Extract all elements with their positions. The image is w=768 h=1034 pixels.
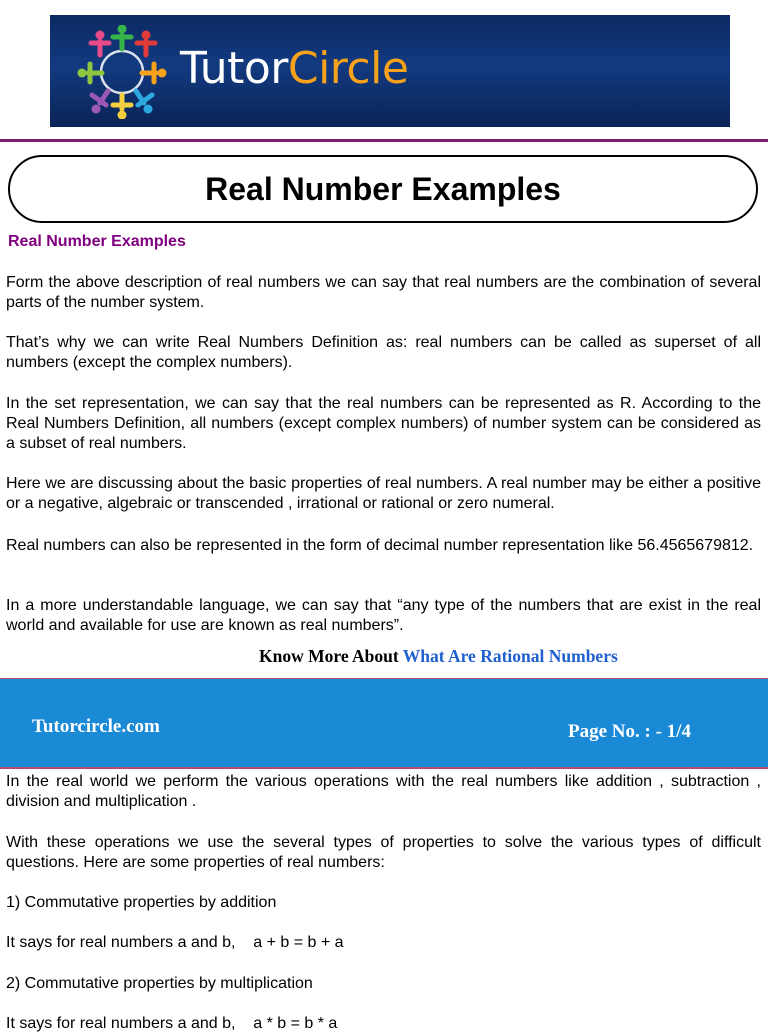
footer-site-link[interactable]: Tutorcircle.com (32, 716, 160, 737)
list-item: It says for real numbers a and b, a + b = b + a (6, 934, 344, 951)
list-item: 1) Commutative properties by addition (6, 894, 277, 911)
paragraph: Here we are discussing about the basic properties of real numbers. A real number may be either a positive or a negative, algebraic or transcended , irrational or rational or zero numeral. (6, 475, 761, 512)
header-banner (50, 15, 730, 127)
page-title: Real Number Examples (205, 170, 561, 207)
paragraph: With these operations we use the several types of properties to solve the various types of difficult questions. Here are some properties of real numbers: (6, 834, 761, 871)
list-item: It says for real numbers a and b, a * b = b * a (6, 1015, 338, 1032)
footer-page-number: Page No. : - 1/4 (568, 721, 691, 742)
paragraph: In the set representation, we can say that the real numbers can be represented as R. According to the Real Numbers Definition, all numbers (except complex numbers) of number system can be considered as a subset of real numbers. (6, 395, 761, 452)
know-more-prefix: Know More About (259, 646, 403, 666)
logo-text-accent: Circle (287, 43, 409, 94)
list-item: 2) Commutative properties by multiplication (6, 975, 313, 992)
paragraph: In the real world we perform the various operations with the real numbers like addition , subtraction , division and multiplication . (6, 773, 761, 810)
paragraph: Form the above description of real numbers we can say that real numbers are the combination of several parts of the number system. (6, 274, 761, 311)
header-divider (0, 139, 768, 142)
logo-people-circle-icon (72, 25, 172, 119)
paragraph: That’s why we can write Real Numbers Definition as: real numbers can be called as superset of all numbers (except the complex numbers). (6, 334, 761, 371)
brand-logo (180, 43, 408, 94)
section-subheading: Real Number Examples (8, 233, 186, 250)
paragraph: Real numbers can also be represented in the form of decimal number representation like 56.4565679812. (6, 537, 754, 554)
paragraph: In a more understandable language, we can say that “any type of the numbers that are exist in the real world and available for use are known as real numbers”. (6, 597, 761, 634)
title-box (8, 155, 758, 223)
know-more-line (259, 646, 618, 667)
logo-text-primary: Tutor (180, 43, 288, 94)
page-footer (0, 678, 768, 769)
rational-numbers-link[interactable]: What Are Rational Numbers (402, 646, 618, 666)
